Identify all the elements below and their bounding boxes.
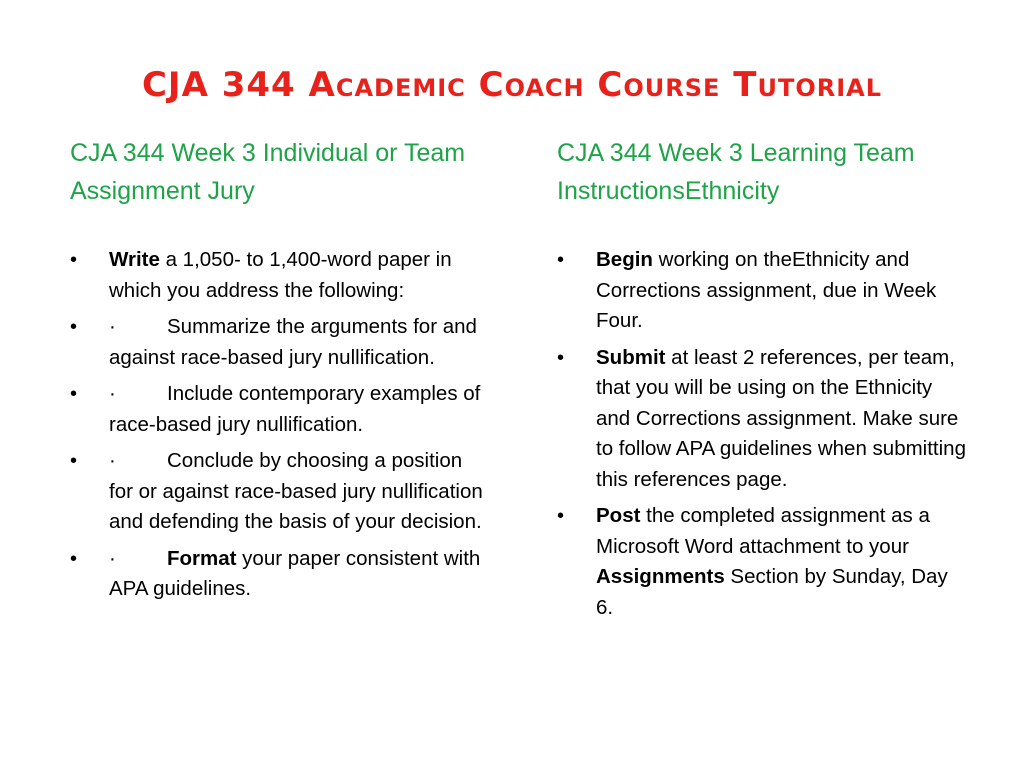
bullet-icon: • — [70, 450, 78, 472]
item-bold-text: Post — [596, 504, 641, 527]
list-item — [70, 446, 490, 538]
bullet-icon: • — [70, 316, 78, 338]
item-bold-text: Assignments — [596, 565, 725, 588]
item-text: Conclude by choosing a position for or against race-based jury nullification and defending the basis of your decision. — [109, 449, 483, 533]
item-bold-text: Format — [167, 546, 237, 570]
item-text: Include contemporary examples of race-based jury nullification. — [109, 382, 481, 436]
bullet-icon: • — [557, 249, 565, 271]
bullet-icon: • — [70, 249, 78, 271]
list-item — [70, 312, 490, 373]
list-item — [557, 245, 967, 337]
item-marker: · — [109, 449, 116, 472]
slide-title: CJA 344 Academic Coach Course Tutorial — [141, 65, 883, 105]
item-text: working on theEthnicity and Corrections assignment, due in Week Four. — [596, 248, 937, 332]
bullet-icon: • — [70, 547, 78, 570]
list-item — [70, 379, 490, 440]
list-item — [70, 245, 490, 306]
left-column-heading: CJA 344 Week 3 Individual or Team Assignment Jury — [70, 139, 466, 205]
item-text: Section by Sunday, Day 6. — [596, 565, 948, 619]
item-text: your paper consistent with APA guidelines. — [109, 546, 481, 600]
item-marker: · — [109, 315, 116, 338]
item-bold-text: Submit — [596, 345, 666, 369]
item-marker: · — [109, 546, 116, 570]
right-column-heading: CJA 344 Week 3 Learning Team InstructionsEthnicity — [557, 139, 915, 205]
bullet-icon: • — [557, 346, 565, 369]
item-text: a 1,050- to 1,400-word paper in which you address the following: — [109, 248, 452, 302]
list-item — [557, 501, 967, 623]
item-marker: · — [109, 382, 116, 405]
list-item — [70, 544, 490, 605]
item-text: the completed assignment as a Microsoft Word attachment to your — [596, 504, 930, 558]
list-item — [557, 343, 967, 496]
item-bold-text: Begin — [596, 248, 653, 271]
item-bold-text: Write — [109, 248, 160, 271]
bullet-icon: • — [557, 505, 565, 527]
left-bullet-list — [70, 245, 490, 611]
item-text: Summarize the arguments for and against race-based jury nullification. — [109, 315, 477, 369]
bullet-icon: • — [70, 383, 78, 405]
item-text: at least 2 references, per team, that you will be using on the Ethnicity and Corrections assignment. Make sure to follow APA guidelines when submitting this references page. — [596, 345, 966, 491]
right-bullet-list — [557, 245, 967, 629]
